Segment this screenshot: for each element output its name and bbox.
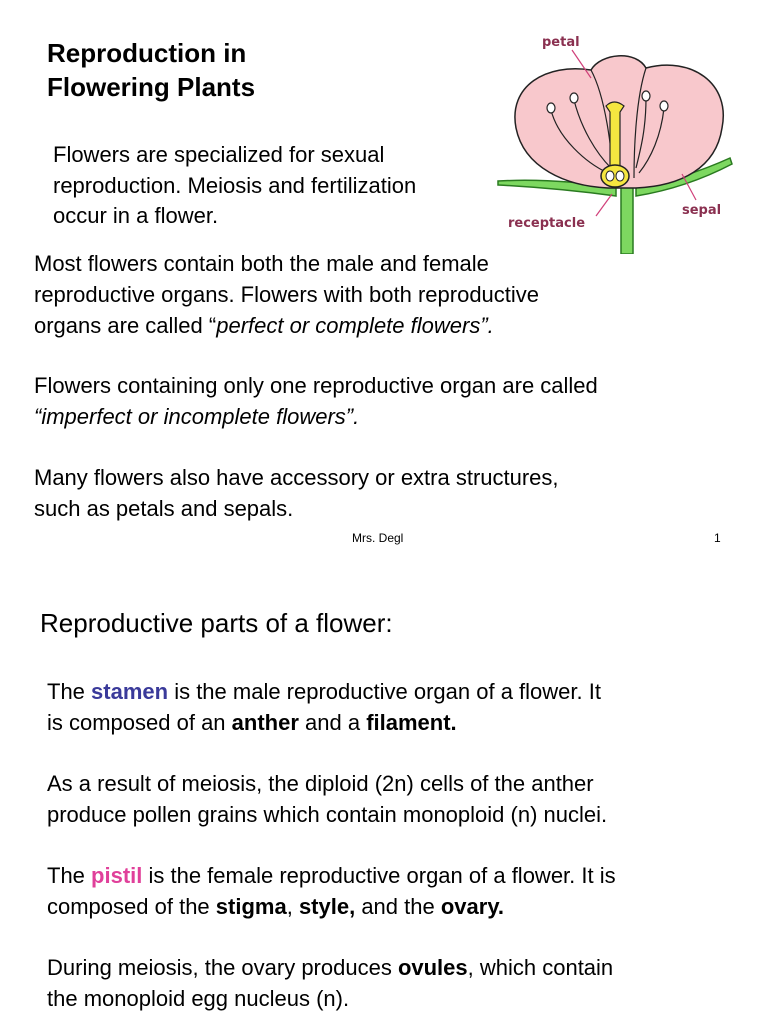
text-line (47, 891, 747, 922)
text-line: produce pollen grains which contain monoploid (n) nuclei. (47, 802, 608, 827)
pistil-term: pistil (91, 863, 143, 888)
intro-line: reproduction. Meiosis and fertilization (53, 172, 417, 198)
text-span: During meiosis, the ovary produces (47, 955, 398, 980)
text-line (47, 707, 747, 738)
anther (660, 101, 668, 111)
paragraph-stamen (47, 676, 747, 738)
anther (570, 93, 578, 103)
text-line (47, 676, 747, 707)
text-span: is the female reproductive organ of a flower. It is (142, 863, 616, 888)
text-span: organs are called “ (34, 313, 217, 338)
style-term: style, (298, 894, 356, 919)
text-line: As a result of meiosis, the diploid (2n) cells of the anther (47, 771, 594, 796)
stamen-term: stamen (91, 679, 169, 704)
text-line (34, 310, 754, 341)
page-number: 1 (714, 531, 721, 545)
text-line: the monoploid egg nucleus (n). (47, 986, 350, 1011)
text-line (34, 401, 754, 432)
text-line: reproductive organs. Flowers with both reproductive (34, 282, 540, 307)
text-span: composed of the (47, 894, 216, 919)
text-line: Many flowers also have accessory or extra structures, (34, 465, 559, 490)
page-title (47, 36, 347, 104)
anther (547, 103, 555, 113)
text-span: , (286, 894, 299, 919)
text-span: and a (298, 710, 367, 735)
text-span: is composed of an (47, 710, 232, 735)
intro-paragraph (53, 140, 493, 232)
paragraph-pistil (47, 860, 747, 922)
footer-author: Mrs. Degl (352, 531, 404, 545)
section-heading: Reproductive parts of a flower: (40, 608, 393, 638)
ovary-term: ovary. (440, 894, 505, 919)
text-span: The (47, 863, 92, 888)
filament-term: filament. (366, 710, 457, 735)
text-line: Flowers containing only one reproductive organ are called (34, 373, 598, 398)
paragraph-meiosis-anther (47, 768, 747, 830)
petal-label: petal (542, 35, 580, 50)
receptacle-leader (596, 194, 612, 216)
text-line (47, 952, 747, 983)
title-line-2: Flowering Plants (47, 72, 256, 102)
text-span: and the (355, 894, 441, 919)
text-span: The (47, 679, 92, 704)
anther (642, 91, 650, 101)
paragraph-perfect-flowers (34, 248, 754, 341)
flower-diagram (496, 28, 736, 254)
italic-term: “imperfect or incomplete flowers”. (34, 404, 360, 429)
text-line: Most flowers contain both the male and female (34, 251, 489, 276)
paragraph-ovules (47, 952, 747, 1014)
title-line-1: Reproduction in (47, 38, 247, 68)
receptacle-label: receptacle (508, 216, 586, 231)
intro-line: occur in a flower. (53, 203, 219, 228)
ovules-term: ovules (397, 955, 468, 980)
paragraph-accessory-structures (34, 462, 754, 524)
flower-stem (621, 186, 633, 254)
text-line (47, 860, 747, 891)
ovule (616, 171, 624, 181)
stigma-term: stigma (215, 894, 287, 919)
italic-term: perfect or complete flowers”. (216, 313, 494, 338)
ovule (606, 171, 614, 181)
text-line: such as petals and sepals. (34, 496, 294, 521)
intro-line: Flowers are specialized for sexual (53, 142, 385, 167)
sepal-label: sepal (682, 203, 722, 218)
ovary (601, 165, 629, 187)
anther-term: anther (231, 710, 299, 735)
text-span: , which contain (467, 955, 614, 980)
text-span: is the male reproductive organ of a flower. It (168, 679, 601, 704)
paragraph-imperfect-flowers (34, 370, 754, 432)
